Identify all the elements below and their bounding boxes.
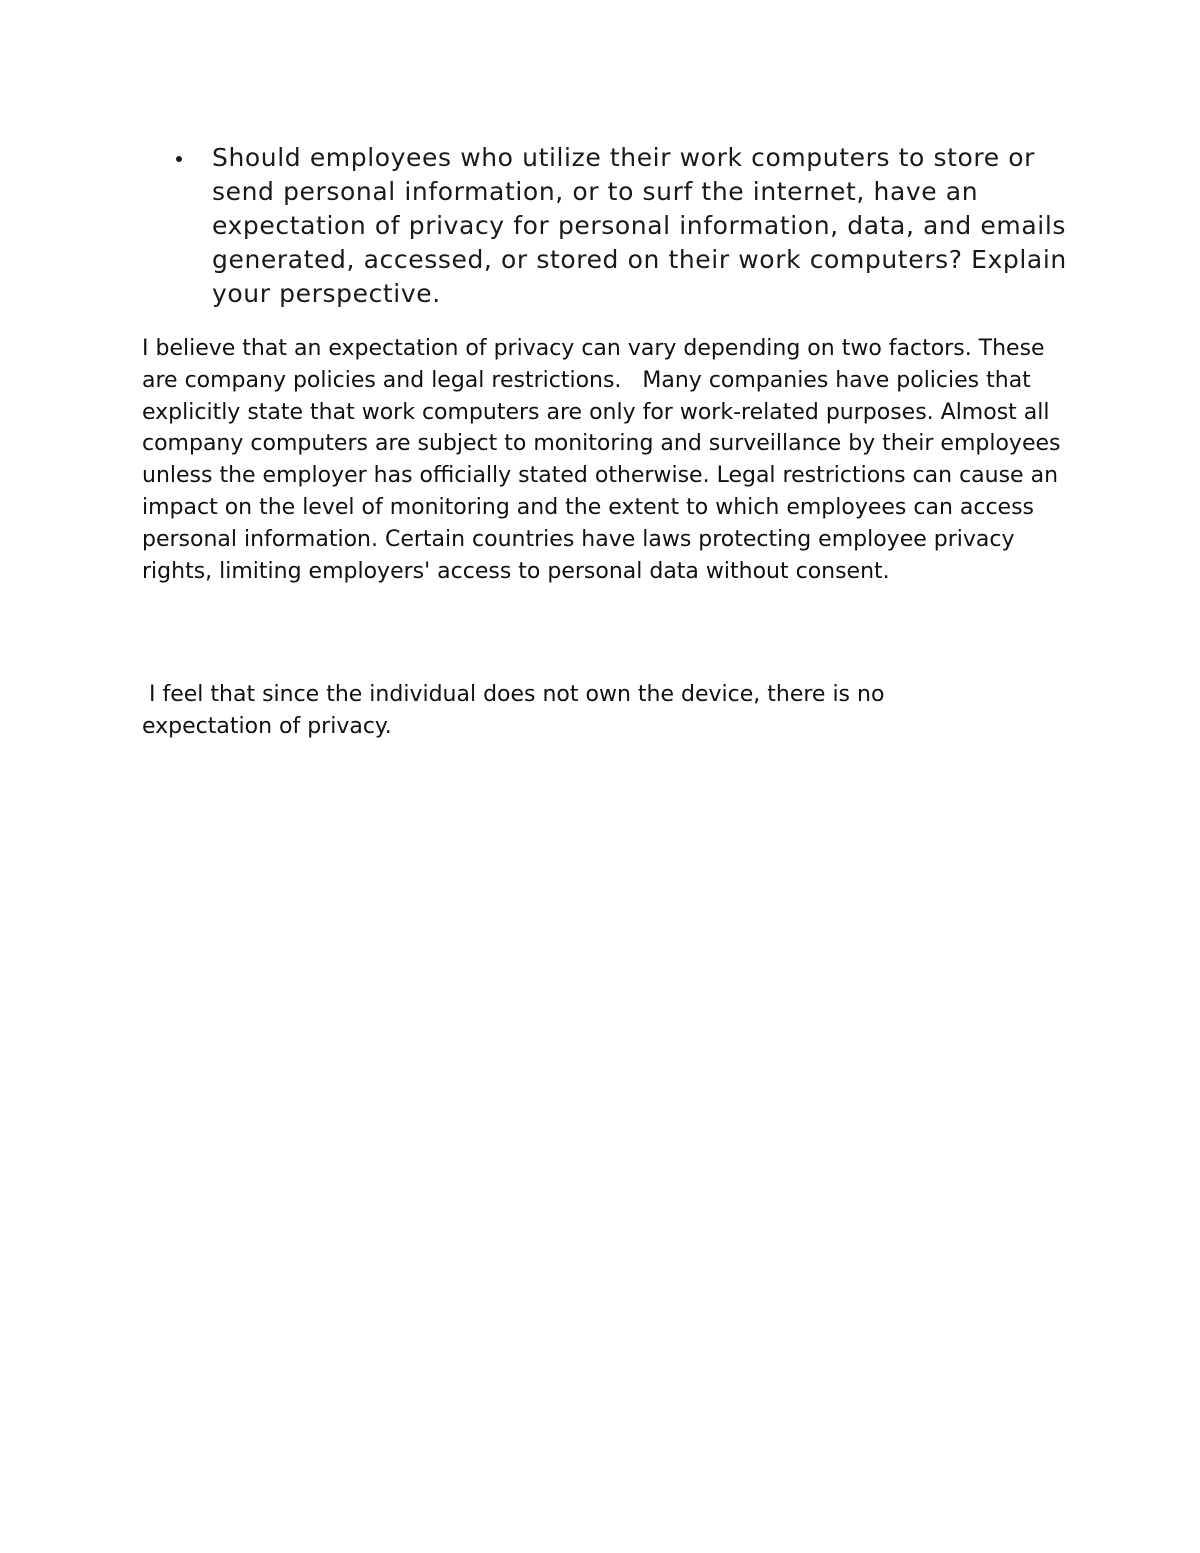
bullet-dot-icon <box>176 156 182 162</box>
answer-paragraph-2: I feel that since the individual does not own the device, there is no expectation of privacy. <box>142 682 892 739</box>
question-bullet-item <box>172 141 1072 311</box>
answer-paragraph-1: I believe that an expectation of privacy can vary depending on two factors. These are company policies and legal restrictions. Many companies have policies that explicitly state that work computers are only for work-related purposes. Almost all company computers are subject to monitoring and surveillance by their employees unless the employer has officially stated otherwise. Legal restrictions can cause an impact on the level of monitoring and the extent to which employees can access personal information. Certain countries have laws protecting employee privacy rights, limiting employers' access to personal data without consent. <box>142 336 1068 584</box>
question-text: Should employees who utilize their work computers to store or send personal information, or to surf the internet, have an expectation of privacy for personal information, data, and emails generated, accessed, or stored on their work computers? Explain your perspective. <box>212 143 1067 308</box>
question-list <box>172 141 1072 311</box>
